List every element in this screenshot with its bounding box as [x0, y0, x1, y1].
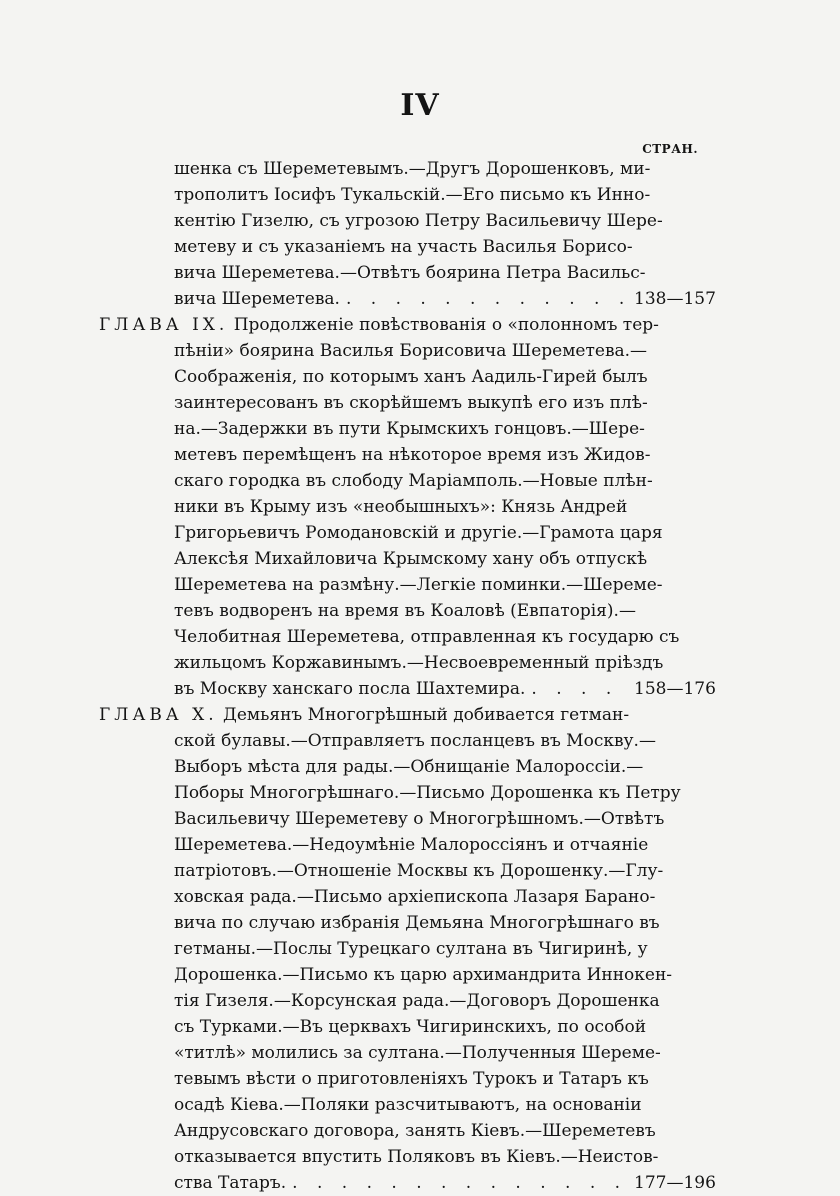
toc-last-line	[99, 1170, 716, 1196]
dot-leader	[292, 1170, 628, 1196]
page-range: 158—176	[634, 679, 716, 699]
toc-line: «титлѣ» молились за султана.—Полученныя Шереме-	[174, 1043, 661, 1063]
chapter-label: ГЛАВА IX.	[99, 315, 229, 335]
toc-line: скаго городка въ слободу Маріамполь.—Новые плѣн-	[174, 471, 653, 491]
dot-leader	[346, 286, 628, 312]
toc-line: Васильевичу Шереметеву о Многогрѣшномъ.—Отвѣтъ	[174, 809, 665, 829]
toc-line: съ Турками.—Въ церквахъ Чигиринскихъ, по особой	[174, 1017, 647, 1037]
toc-line: гетманы.—Послы Турецкаго султана въ Чигиринѣ, у	[174, 939, 648, 959]
toc-line: Выборъ мѣста для рады.—Обнищаніе Малороссіи.—	[174, 757, 644, 777]
toc-line: жильцомъ Коржавинымъ.—Несвоевременный пріѣздъ	[174, 653, 664, 673]
toc-line: Алексѣя Михайловича Крымскому хану объ отпускѣ	[174, 549, 648, 569]
toc-line: тевъ водворенъ на время въ Коаловѣ (Евпаторія).—	[174, 601, 636, 621]
toc-line: Поборы Многогрѣшнаго.—Письмо Дорошенка къ Петру	[174, 783, 681, 803]
toc-line: на.—Задержки въ пути Крымскихъ гонцовъ.—Шере-	[174, 419, 645, 439]
toc-line-text: Демьянъ Многогрѣшный добивается гетман-	[223, 705, 630, 725]
toc-line: ники въ Крыму изъ «необышныхъ»: Князь Андрей	[174, 497, 628, 517]
toc-line: Шереметева на размѣну.—Легкіе поминки.—Шереме-	[174, 575, 663, 595]
toc-line: метеву и съ указаніемъ на участь Василья Борисо-	[174, 237, 633, 257]
toc-line: шенка съ Шереметевымъ.—Другъ Дорошенковъ, ми-	[174, 159, 651, 179]
table-of-contents	[99, 156, 716, 1196]
toc-line: пѣніи» боярина Василья Борисовича Шереметева.—	[174, 341, 648, 361]
page-number: IV	[400, 88, 440, 123]
dot-leader	[531, 676, 628, 702]
toc-line: ской булавы.—Отправляетъ посланцевъ въ Москву.—	[174, 731, 656, 751]
toc-line: трополитъ Іосифъ Тукальскій.—Его письмо къ Инно-	[174, 185, 651, 205]
page-range: 138—157	[634, 289, 716, 309]
toc-line: тія Гизеля.—Корсунская рада.—Договоръ Дорошенка	[174, 991, 660, 1011]
page-range: 177—196	[634, 1173, 716, 1193]
toc-line: осадѣ Кіева.—Поляки разсчитываютъ, на основаніи	[174, 1095, 642, 1115]
toc-line: Андрусовскаго договора, занять Кіевъ.—Шереметевъ	[174, 1121, 656, 1141]
toc-line: метевъ перемѣщенъ на нѣкоторое время изъ Жидов-	[174, 445, 651, 465]
toc-line: отказывается впустить Поляковъ въ Кіевъ.—Неистов-	[174, 1147, 659, 1167]
toc-line: кентію Гизелю, съ угрозою Петру Васильевичу Шере-	[174, 211, 663, 231]
toc-line: Челобитная Шереметева, отправленная къ государю съ	[174, 627, 680, 647]
chapter-label: ГЛАВА X.	[99, 705, 218, 725]
toc-line-text: въ Москву ханскаго посла Шахтемира.	[174, 679, 526, 699]
toc-first-line	[99, 312, 709, 338]
toc-entry-chapter-10	[99, 702, 716, 1196]
column-header-pages: СТРАН.	[642, 142, 698, 156]
toc-entry-continuation	[99, 156, 716, 312]
toc-first-line	[99, 702, 709, 728]
toc-line-text: вича Шереметева.	[174, 289, 340, 309]
toc-line: Дорошенка.—Письмо къ царю архимандрита Иннокен-	[174, 965, 673, 985]
toc-line: патріотовъ.—Отношеніе Москвы къ Дорошенку.—Глу-	[174, 861, 664, 881]
toc-line: ховская рада.—Письмо архіепископа Лазаря Барано-	[174, 887, 656, 907]
toc-line: вича Шереметева.—Отвѣтъ боярина Петра Васильс-	[174, 263, 646, 283]
toc-line: Григорьевичъ Ромодановскій и другіе.—Грамота царя	[174, 523, 663, 543]
toc-entry-chapter-9	[99, 312, 716, 702]
toc-line-text: ства Татаръ.	[174, 1173, 287, 1193]
toc-line: Соображенія, по которымъ ханъ Аадиль-Гирей былъ	[174, 367, 648, 387]
toc-last-line	[99, 286, 716, 312]
toc-last-line	[99, 676, 716, 702]
toc-line: вича по случаю избранія Демьяна Многогрѣшнаго въ	[174, 913, 660, 933]
toc-line: Шереметева.—Недоумѣніе Малороссіянъ и отчаяніе	[174, 835, 649, 855]
toc-line: тевымъ вѣсти о приготовленіяхъ Турокъ и Татаръ къ	[174, 1069, 649, 1089]
toc-line-text: Продолженіе повѣствованія о «полонномъ тер-	[233, 315, 659, 335]
toc-line: заинтересованъ въ скорѣйшемъ выкупѣ его изъ плѣ-	[174, 393, 648, 413]
